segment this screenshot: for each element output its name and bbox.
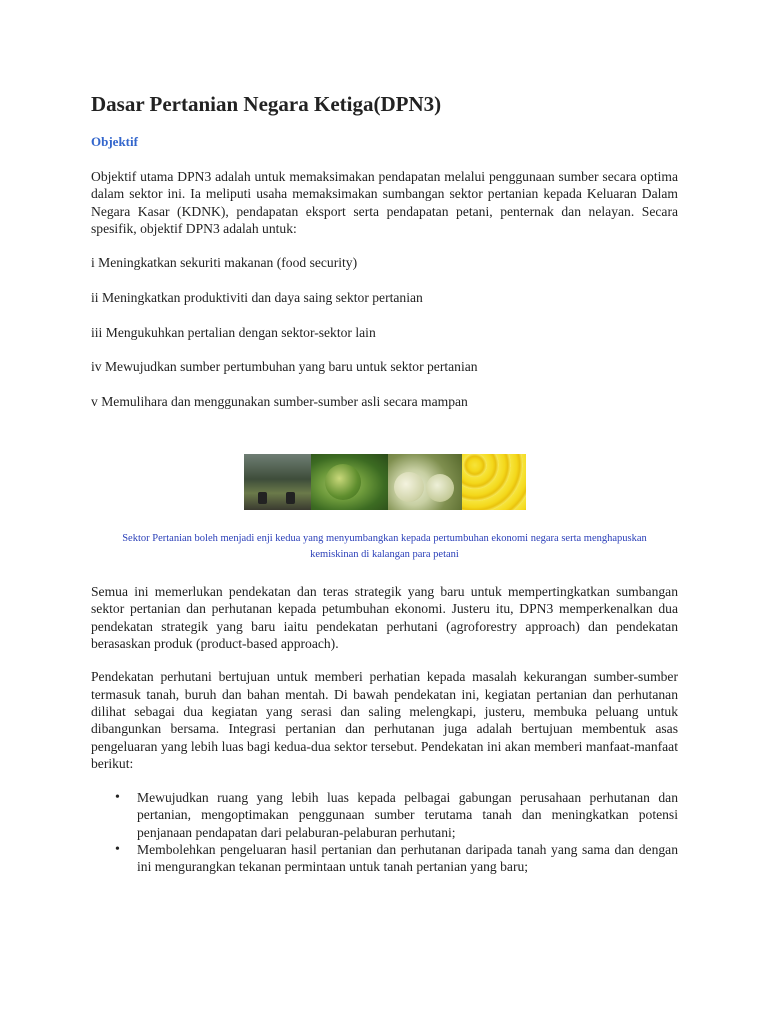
list-item: • Mewujudkan ruang yang lebih luas kepada pelbagai gabungan perusahaan perhutanan dan pertanian, mengoptimakan penggunaan sumber terutama tanah dan meningkatkan potensi penjanaan pendapatan dari pelaburan-pelaburan perhutani; — [137, 789, 678, 841]
benefits-list — [91, 789, 678, 875]
agroforestry-paragraph: Pendekatan perhutani bertujuan untuk memberi perhatian kepada masalah kekurangan sumber-sumber termasuk tanah, buruh dan bahan mentah. Di bawah pendekatan ini, kegiatan pertanian dan perhutanan dilihat sebagai dua kegiatan yang serasi dan saling melengkapi, justeru, membuka peluang untuk dibangunkan bersama. Integrasi pertanian dan perhutanan juga adalah bertujuan membentuk asas pengeluaran yang lebih luas bagi kedua-dua sektor tersebut. Pendekatan ini akan memberi manfaat-manfaat berikut: — [91, 669, 678, 771]
greenhouse-crops-image — [244, 454, 311, 510]
section-subheading: Objektif — [91, 134, 138, 149]
intro-paragraph: Objektif utama DPN3 adalah untuk memaksimakan pendapatan melalui penggunaan sumber secara optima dalam sektor ini. Ia meliputi usaha memaksimakan sumbangan sektor pertanian kepada Keluaran Dalam Negara Kasar (KDNK), pendapatan eksport serta pendapatan petani, penternak dan nelayan. Secara spesifik, objektif DPN3 adalah untuk: — [91, 169, 678, 236]
melon-image — [388, 454, 462, 510]
strategy-paragraph: Semua ini memerlukan pendekatan dan teras strategik yang baru untuk mempertingkatkan sumbangan sektor pertanian dan perhutanan kepada petumbuhan ekonomi. Justeru itu, DPN3 memperkenalkan dua pendekatan strategik yang baru iaitu pendekatan perhutani (agroforestry approach) dan pendekatan berasaskan produk (product-based approach). — [91, 584, 678, 652]
agriculture-photo-strip — [244, 454, 526, 510]
list-item: • Membolehkan pengeluaran hasil pertanian dan perhutanan daripada tanah yang sama dan dengan ini mengurangkan tekanan permintaan untuk tanah pertanian yang baru; — [137, 841, 678, 876]
objective-item: v Memulihara dan menggunakan sumber-sumber asli secara mampan — [91, 393, 468, 409]
photo-caption: Sektor Pertanian boleh menjadi enji kedua yang menyumbangkan kepada pertumbuhan ekonomi negara serta menghapuskan kemiskinan di kalangan para petani — [122, 533, 647, 561]
agriculture-photo-figure — [91, 454, 678, 563]
objective-item: iv Mewujudkan sumber pertumbuhan yang baru untuk sektor pertanian — [91, 359, 478, 375]
objective-item: i Meningkatkan sekuriti makanan (food security) — [91, 255, 358, 271]
objective-item: iii Mengukuhkan pertalian dengan sektor-sektor lain — [91, 324, 376, 340]
objective-item: ii Meningkatkan produktiviti dan daya saing sektor pertanian — [91, 290, 423, 306]
watermelon-image — [311, 454, 388, 510]
corn-image — [462, 454, 526, 510]
document-content — [91, 88, 678, 876]
page-title: Dasar Pertanian Negara Ketiga(DPN3) — [91, 92, 442, 116]
